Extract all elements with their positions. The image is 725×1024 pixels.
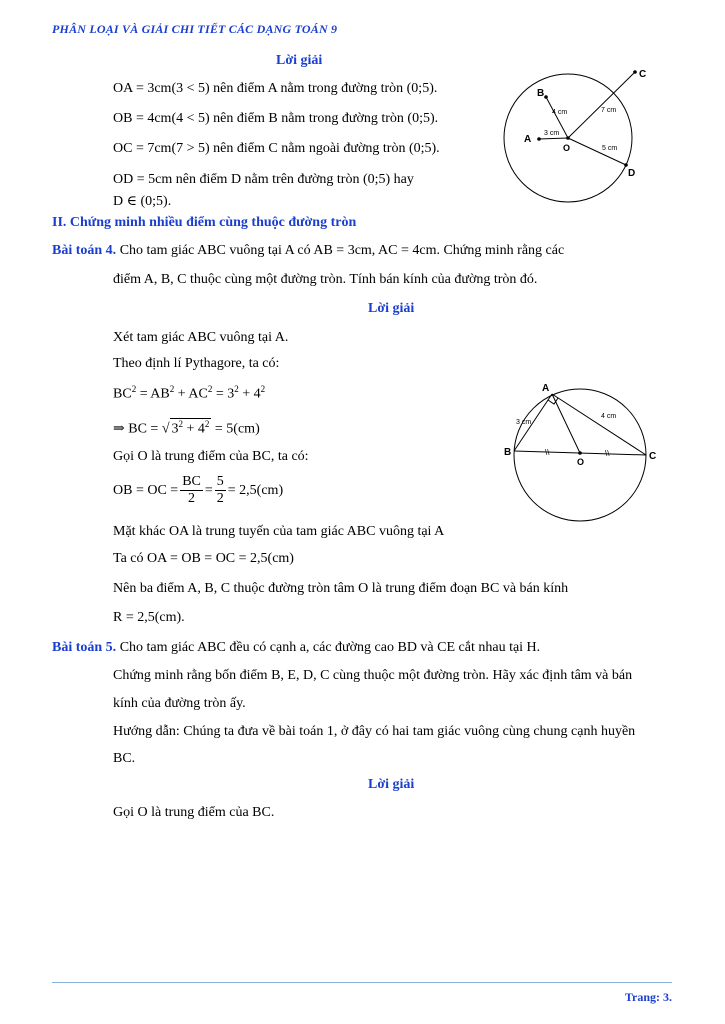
solution-title-1: Lời giải (276, 53, 323, 68)
point-a (537, 137, 541, 141)
circumcircle (514, 389, 646, 521)
problem5-line-5: BC. (113, 751, 136, 766)
frac-den: 2 (188, 491, 196, 507)
eq-exp: 2 (234, 384, 239, 394)
solution1-line-3 (113, 141, 440, 157)
footer-divider (52, 982, 672, 983)
solution3-line-1: Gọi O là trung điểm của BC. (113, 805, 275, 820)
length-ac: 4 cm (601, 413, 617, 420)
label-c: C (649, 451, 657, 462)
problem5-line-1 (52, 640, 540, 656)
eq-part: BC (113, 386, 132, 402)
label-a: A (524, 134, 532, 145)
frac-num: 5 (215, 474, 226, 491)
solution1-line-4 (113, 172, 414, 188)
frac-num: BC (180, 474, 203, 491)
eq-exp: 2 (178, 419, 183, 429)
label-c: C (639, 69, 647, 80)
problem4-line-1 (52, 243, 564, 259)
point-o (578, 451, 582, 455)
solution1-line-1 (113, 81, 437, 97)
point-o (566, 136, 570, 140)
length-oc: 7 cm (601, 107, 617, 114)
fraction-5-2 (215, 474, 226, 507)
label-d: D (628, 168, 636, 179)
eq-part: 3 (171, 421, 179, 437)
point-c (633, 70, 637, 74)
eq-part: OB = OC = (113, 482, 179, 498)
math: OA = 3cm(3 < 5) (113, 81, 210, 96)
solution2-line-6: Nên ba điểm A, B, C thuộc đường tròn tâm O là trung điểm đoạn BC và bán kính (113, 581, 569, 596)
solution2-line-5: Ta có OA = OB = OC = 2,5(cm) (113, 551, 294, 566)
length-ob: 4 cm (552, 109, 568, 116)
page-number: Trang: 3. (624, 990, 672, 1004)
solution2-line-7: R = 2,5(cm). (113, 610, 185, 625)
eq-part: + 4 (183, 421, 205, 437)
eq-part: = 5(cm) (211, 421, 260, 437)
equation-pythagore (113, 384, 265, 403)
tick-mark-bo: \\ (545, 448, 550, 457)
text: nên điểm C nằm ngoài đường tròn (0;5). (213, 141, 440, 156)
problem4-text: Cho tam giác ABC vuông tại A có AB = 3cm, AC = 4cm. Chứng minh rằng các (119, 243, 565, 258)
solution2-line-2: Theo định lí Pythagore, ta có: (113, 356, 280, 371)
problem4-line-2: điểm A, B, C thuộc cùng một đường tròn. Tính bán kính của đường tròn đó. (113, 272, 538, 287)
equation-bc (113, 418, 260, 438)
problem4-label: Bài toán 4. (52, 243, 117, 258)
length-ab: 3 cm (516, 419, 532, 426)
text: nên điểm B nằm trong đường tròn (0;5). (213, 111, 439, 126)
fraction-bc-2 (180, 474, 203, 507)
point-b (544, 95, 548, 99)
eq-exp: 2 (260, 384, 266, 394)
solution2-line-1: Xét tam giác ABC vuông tại A. (113, 330, 289, 345)
solution-title-3: Lời giải (368, 777, 415, 792)
figure-circle-points (500, 60, 670, 220)
tick-mark-oc: \\ (605, 449, 610, 458)
eq-exp: 2 (131, 384, 137, 394)
section-title: II. Chứng minh nhiều điểm cùng thuộc đường tròn (52, 215, 357, 230)
solution-title-2: Lời giải (368, 301, 415, 316)
eq-exp: 2 (169, 384, 175, 394)
problem5-label: Bài toán 5. (52, 640, 117, 655)
eq-part: = 3 (212, 386, 235, 402)
eq-part: = (204, 482, 213, 498)
eq-part: = AB (136, 386, 170, 402)
solution2-line-4: Mặt khác OA là trung tuyến của tam giác ABC vuông tại A (113, 524, 445, 539)
eq-part: + AC (174, 386, 208, 402)
solution1-line-5: D ∈ (0;5). (113, 194, 172, 209)
frac-den: 2 (216, 491, 224, 507)
figure-right-triangle-circle (500, 378, 670, 548)
segment-oa (539, 138, 568, 139)
solution1-line-2 (113, 111, 438, 127)
eq-part: = 2,5(cm) (227, 482, 284, 498)
label-a: A (542, 383, 550, 394)
problem5-line-2: Chứng minh rằng bốn điểm B, E, D, C cùng thuộc một đường tròn. Hãy xác định tâm và bán (113, 668, 633, 683)
problem5-text: Cho tam giác ABC đều có cạnh a, các đường cao BD và CE cắt nhau tại H. (119, 640, 541, 655)
eq-part: + 4 (238, 386, 261, 402)
eq-exp: 2 (207, 384, 213, 394)
label-o: O (563, 143, 571, 153)
length-oa: 3 cm (544, 130, 560, 137)
equation-ob-oc (113, 474, 283, 507)
point-d (624, 163, 628, 167)
problem5-line-4: Hướng dẫn: Chúng ta đưa về bài toán 1, ở đây có hai tam giác vuông cùng chung cạnh huyền (113, 724, 636, 739)
math: OC = 7cm(7 > 5) (113, 141, 210, 156)
math: OB = 4cm(4 < 5) (113, 111, 210, 126)
solution2-line-3: Gọi O là trung điểm của BC, ta có: (113, 449, 309, 464)
problem5-line-3: kính của đường tròn ấy. (113, 696, 246, 711)
label-b: B (537, 88, 545, 99)
label-b: B (504, 447, 512, 458)
length-od: 5 cm (602, 145, 618, 152)
sqrt-radicand (170, 418, 212, 438)
segment-oc (568, 72, 635, 138)
segment-od (568, 138, 626, 165)
eq-part: ⇒ BC = (113, 421, 162, 437)
label-o: O (577, 457, 585, 467)
text: nên điểm A nằm trong đường tròn (0;5). (213, 81, 438, 96)
eq-exp: 2 (204, 419, 210, 429)
page-header: PHÂN LOẠI VÀ GIẢI CHI TIẾT CÁC DẠNG TOÁN 9 (52, 22, 338, 36)
math: OD = 5cm (113, 172, 173, 187)
sqrt-sign: √ (161, 421, 170, 437)
text: nên điểm D nằm trên đường tròn (0;5) hay (175, 172, 414, 187)
